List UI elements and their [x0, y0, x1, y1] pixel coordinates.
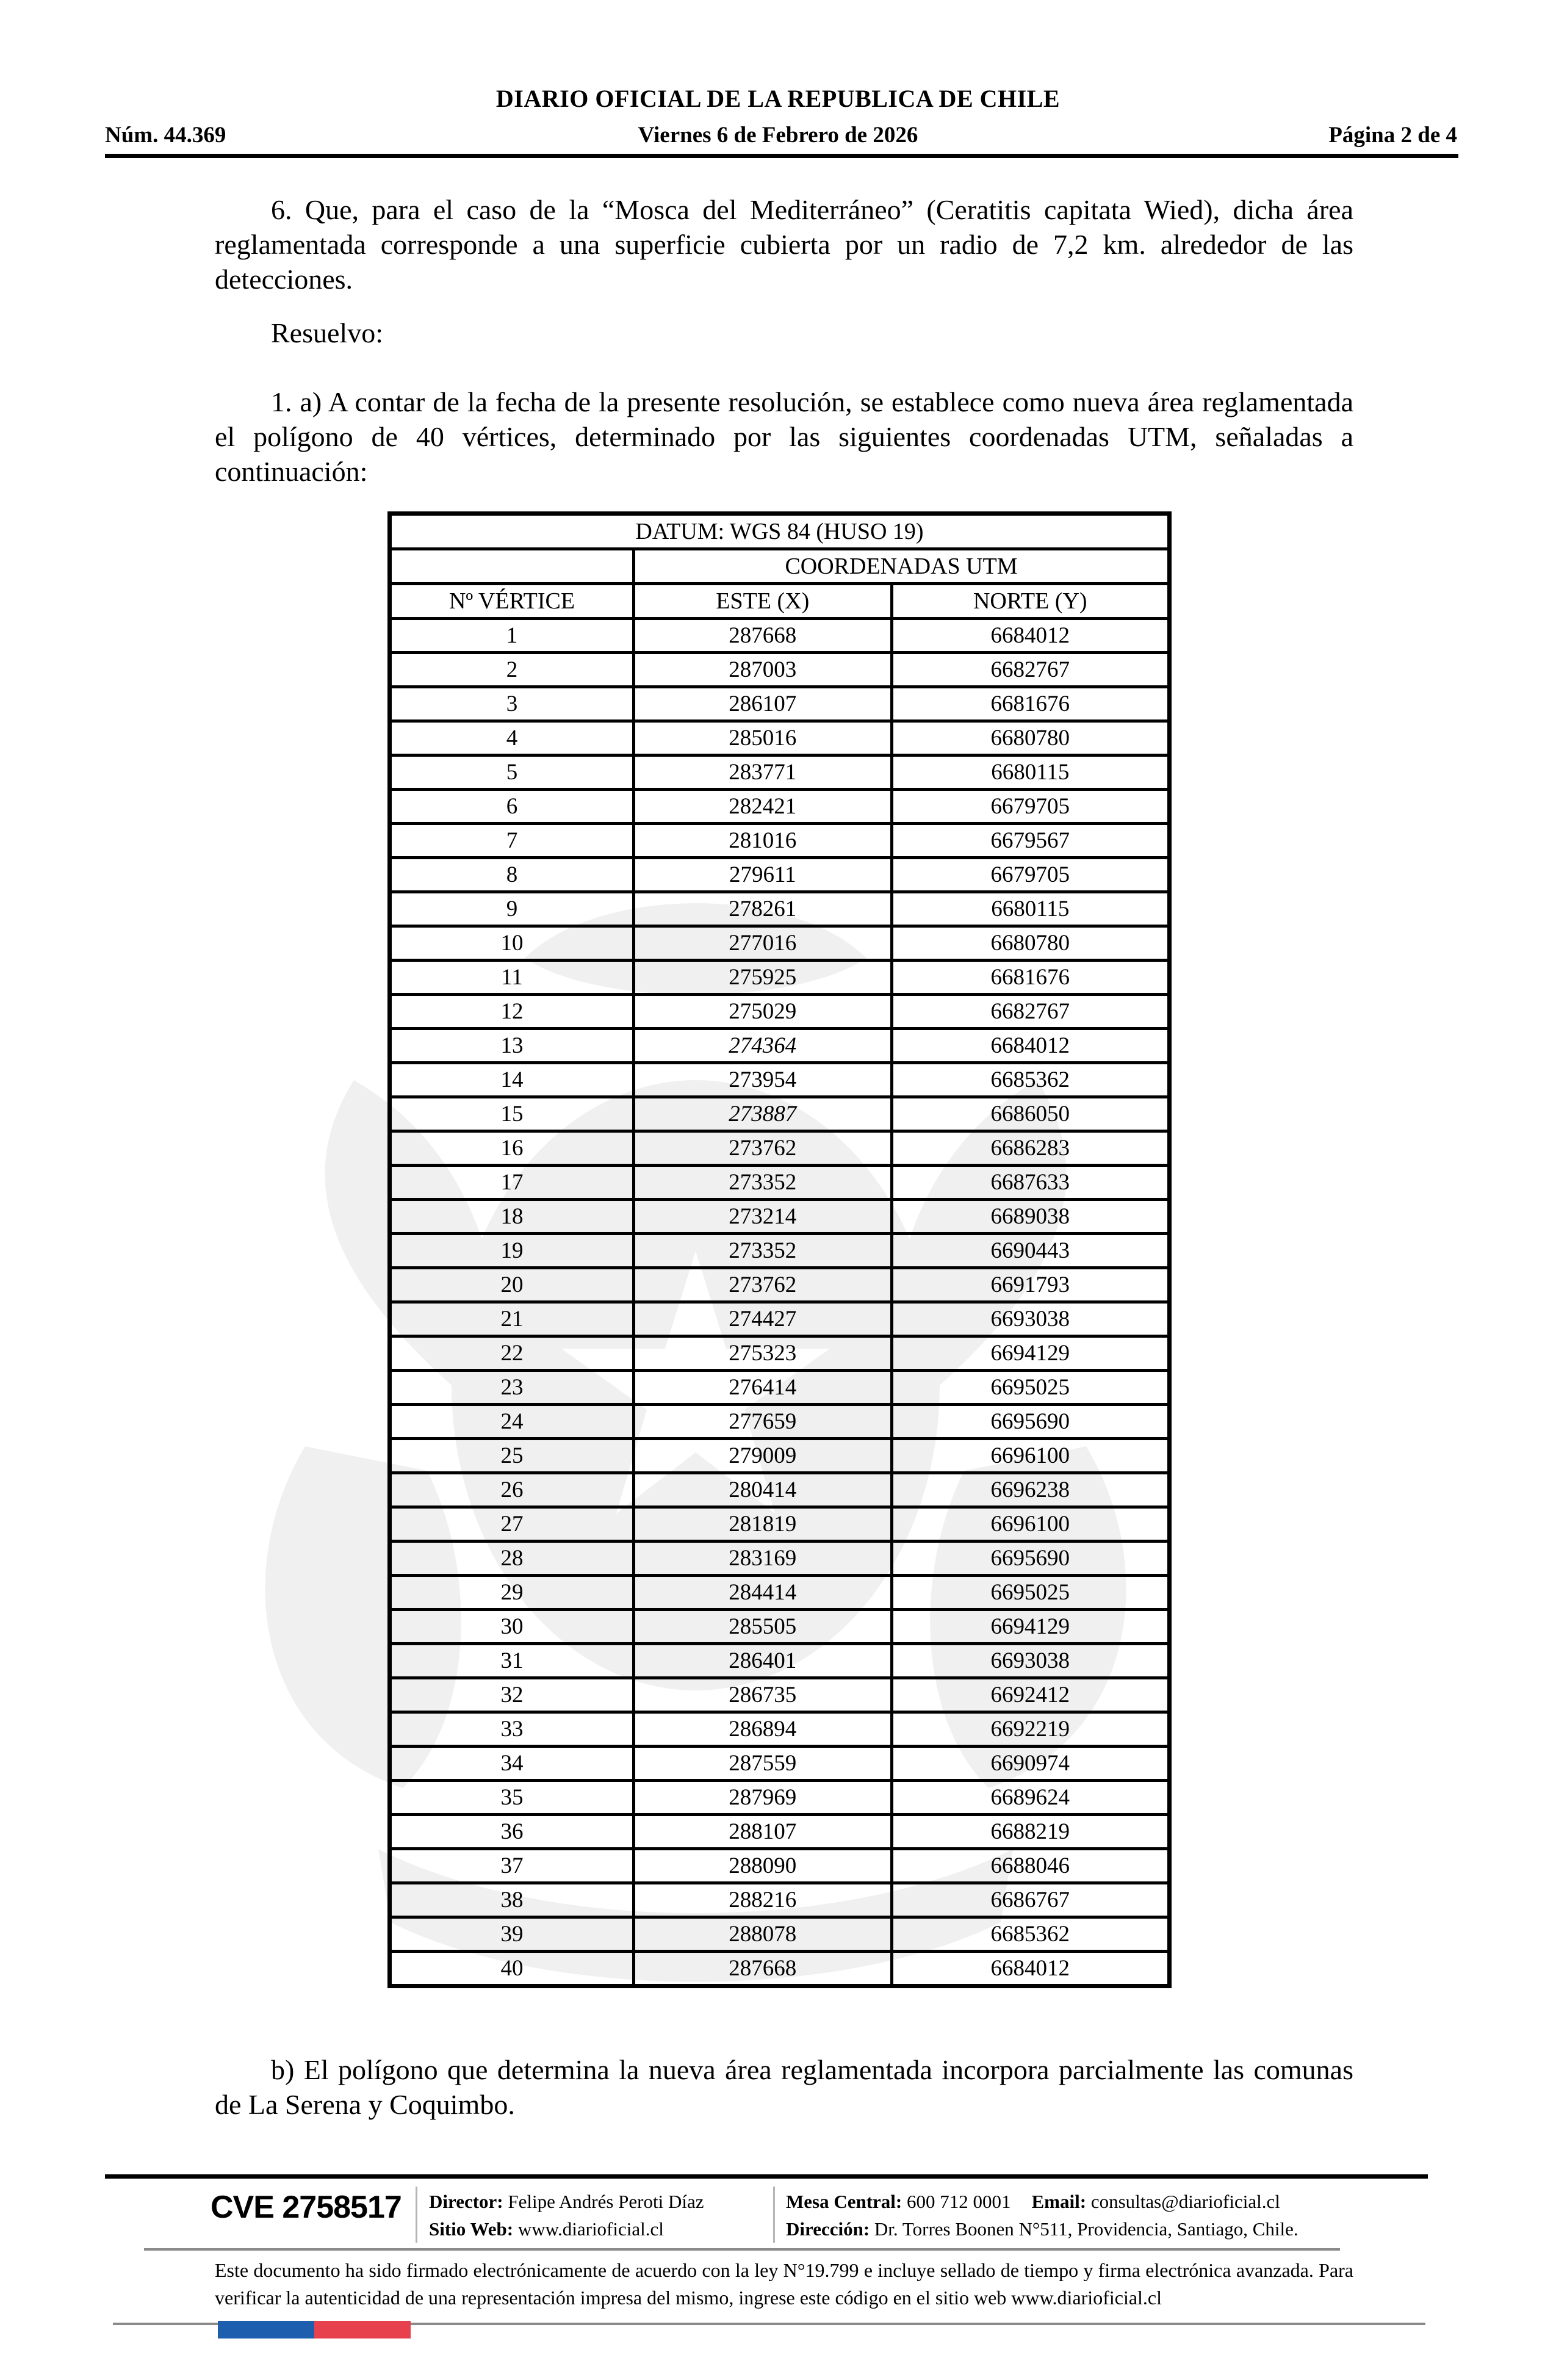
este-value-cell: 287668	[633, 619, 891, 653]
table-row	[390, 1063, 1170, 1097]
este-value-cell: 288107	[633, 1815, 891, 1849]
mesa-central-label: Mesa Central:	[786, 2191, 902, 2212]
este-value-cell: 284414	[633, 1576, 891, 1610]
norte-value-cell: 6684012	[891, 619, 1169, 653]
este-value-cell: 278261	[633, 892, 891, 926]
vertex-number-cell: 18	[390, 1200, 634, 1234]
mesa-central-value: 600 712 0001	[907, 2191, 1011, 2212]
vertex-number-cell: 31	[390, 1644, 634, 1678]
vertex-number-cell: 4	[390, 721, 634, 755]
este-value-cell: 281819	[633, 1507, 891, 1542]
norte-value-cell: 6686767	[891, 1883, 1169, 1917]
norte-value-cell: 6679705	[891, 858, 1169, 892]
norte-value-cell: 6692219	[891, 1712, 1169, 1747]
coordinates-table	[387, 511, 1172, 1988]
este-value-cell: 275925	[633, 961, 891, 995]
header-date: Viernes 6 de Febrero de 2026	[638, 123, 918, 148]
norte-value-cell: 6695025	[891, 1371, 1169, 1405]
table-row	[390, 1952, 1170, 1986]
este-value-cell: 277659	[633, 1405, 891, 1439]
vertex-number-cell: 17	[390, 1166, 634, 1200]
footer-top-rule	[105, 2174, 1428, 2179]
norte-value-cell: 6680115	[891, 755, 1169, 790]
cve-code: CVE 2758517	[211, 2190, 402, 2225]
este-value-cell: 282421	[633, 790, 891, 824]
este-value-cell: 279009	[633, 1439, 891, 1473]
norte-value-cell: 6687633	[891, 1166, 1169, 1200]
table-row	[390, 1849, 1170, 1883]
sitio-web-line	[429, 2215, 704, 2243]
flag-red-half	[314, 2321, 411, 2339]
este-value-cell: 287969	[633, 1781, 891, 1815]
table-row	[390, 619, 1170, 653]
column-header-norte: NORTE (Y)	[891, 584, 1169, 619]
vertex-number-cell: 36	[390, 1815, 634, 1849]
chile-flag-mark	[218, 2321, 411, 2339]
table-row	[390, 1747, 1170, 1781]
vertex-number-cell: 7	[390, 824, 634, 858]
vertex-number-cell: 38	[390, 1883, 634, 1917]
este-value-cell: 287559	[633, 1747, 891, 1781]
norte-value-cell: 6681676	[891, 961, 1169, 995]
table-row	[390, 1097, 1170, 1131]
vertex-number-cell: 32	[390, 1678, 634, 1712]
vertex-number-cell: 6	[390, 790, 634, 824]
vertex-number-cell: 34	[390, 1747, 634, 1781]
table-row	[390, 1576, 1170, 1610]
table-row	[390, 926, 1170, 961]
vertex-number-cell: 40	[390, 1952, 634, 1986]
este-value-cell: 288216	[633, 1883, 891, 1917]
table-row	[390, 892, 1170, 926]
table-row	[390, 824, 1170, 858]
table-row	[390, 790, 1170, 824]
este-value-cell: 286401	[633, 1644, 891, 1678]
footer-divider-2	[773, 2187, 775, 2243]
este-value-cell: 277016	[633, 926, 891, 961]
norte-value-cell: 6696238	[891, 1473, 1169, 1507]
norte-value-cell: 6682767	[891, 653, 1169, 687]
table-row	[390, 653, 1170, 687]
column-header-vertice: Nº VÉRTICE	[390, 584, 634, 619]
norte-value-cell: 6679567	[891, 824, 1169, 858]
sitio-web-value[interactable]: www.diarioficial.cl	[517, 2218, 664, 2240]
norte-value-cell: 6689038	[891, 1200, 1169, 1234]
table-row	[390, 1268, 1170, 1302]
este-value-cell: 273887	[633, 1097, 891, 1131]
vertex-number-cell: 14	[390, 1063, 634, 1097]
norte-value-cell: 6679705	[891, 790, 1169, 824]
table-row	[390, 1131, 1170, 1166]
datum-cell: DATUM: WGS 84 (HUSO 19)	[390, 514, 1170, 549]
norte-value-cell: 6682767	[891, 995, 1169, 1029]
masthead-title: DIARIO OFICIAL DE LA REPUBLICA DE CHILE	[495, 85, 1061, 112]
vertex-number-cell: 28	[390, 1542, 634, 1576]
vertex-number-cell: 33	[390, 1712, 634, 1747]
paragraph-considerando-6: 6. Que, para el caso de la “Mosca del Mediterráneo” (Ceratitis capitata Wied), dicha área reglamentada corresponde a una superficie cubierta por un radio de 7,2 km. alrededor de las detecciones.	[215, 194, 1353, 295]
norte-value-cell: 6686283	[891, 1131, 1169, 1166]
table-row	[390, 1644, 1170, 1678]
norte-value-cell: 6690443	[891, 1234, 1169, 1268]
vertex-number-cell: 8	[390, 858, 634, 892]
este-value-cell: 286107	[633, 687, 891, 721]
norte-value-cell: 6695690	[891, 1542, 1169, 1576]
footer-contact-column	[786, 2188, 1298, 2243]
table-row	[390, 1610, 1170, 1644]
table-row	[390, 1542, 1170, 1576]
este-value-cell: 287003	[633, 653, 891, 687]
table-row	[390, 1883, 1170, 1917]
page-number: Página 2 de 4	[1328, 123, 1457, 148]
vertex-number-cell: 3	[390, 687, 634, 721]
norte-value-cell: 6680115	[891, 892, 1169, 926]
vertex-number-cell: 39	[390, 1917, 634, 1952]
este-value-cell: 274427	[633, 1302, 891, 1336]
este-value-cell: 276414	[633, 1371, 891, 1405]
este-value-cell: 275323	[633, 1336, 891, 1371]
este-value-cell: 286735	[633, 1678, 891, 1712]
vertex-number-cell: 21	[390, 1302, 634, 1336]
table-row	[390, 687, 1170, 721]
este-value-cell: 273762	[633, 1268, 891, 1302]
vertex-number-cell: 29	[390, 1576, 634, 1610]
table-row	[390, 1917, 1170, 1952]
table-row	[390, 1439, 1170, 1473]
coordinates-header-row	[390, 549, 1170, 584]
este-value-cell: 279611	[633, 858, 891, 892]
vertex-number-cell: 15	[390, 1097, 634, 1131]
este-value-cell: 281016	[633, 824, 891, 858]
coordinates-table-body	[390, 619, 1170, 1986]
norte-value-cell: 6686050	[891, 1097, 1169, 1131]
este-value-cell: 273954	[633, 1063, 891, 1097]
norte-value-cell: 6695690	[891, 1405, 1169, 1439]
table-row	[390, 1371, 1170, 1405]
footer-director-column	[429, 2188, 704, 2243]
table-row	[390, 1712, 1170, 1747]
norte-value-cell: 6684012	[891, 1952, 1169, 1986]
vertex-number-cell: 24	[390, 1405, 634, 1439]
table-row	[390, 1029, 1170, 1063]
norte-value-cell: 6685362	[891, 1063, 1169, 1097]
vertex-number-cell: 16	[390, 1131, 634, 1166]
norte-value-cell: 6696100	[891, 1507, 1169, 1542]
document-body	[215, 192, 1353, 2122]
paragraph-resolucion-b: b) El polígono que determina la nueva área reglamentada incorpora parcialmente las comunas de La Serena y Coquimbo.	[215, 2054, 1353, 2120]
footer-middle-rule	[144, 2248, 1340, 2251]
table-row	[390, 1507, 1170, 1542]
paragraph-resolucion-1a: 1. a) A contar de la fecha de la presente resolución, se establece como nueva área reglamentada el polígono de 40 vértices, determinado por las siguientes coordenadas UTM, señaladas a continuación:	[215, 386, 1353, 487]
header-rule	[105, 154, 1458, 158]
datum-row	[390, 514, 1170, 549]
norte-value-cell: 6688219	[891, 1815, 1169, 1849]
direccion-label: Dirección:	[786, 2218, 870, 2240]
vertex-number-cell: 9	[390, 892, 634, 926]
vertex-number-cell: 11	[390, 961, 634, 995]
vertex-number-cell: 35	[390, 1781, 634, 1815]
este-value-cell: 285016	[633, 721, 891, 755]
table-row	[390, 961, 1170, 995]
table-row	[390, 1166, 1170, 1200]
vertex-number-cell: 1	[390, 619, 634, 653]
este-value-cell: 287668	[633, 1952, 891, 1986]
table-row	[390, 1200, 1170, 1234]
este-value-cell: 273762	[633, 1131, 891, 1166]
norte-value-cell: 6694129	[891, 1610, 1169, 1644]
coordinates-utm-cell: COORDENADAS UTM	[633, 549, 1169, 584]
este-value-cell: 286894	[633, 1712, 891, 1747]
column-header-row	[390, 584, 1170, 619]
table-row	[390, 721, 1170, 755]
table-row	[390, 1336, 1170, 1371]
norte-value-cell: 6694129	[891, 1336, 1169, 1371]
este-value-cell: 288090	[633, 1849, 891, 1883]
vertex-number-cell: 23	[390, 1371, 634, 1405]
norte-value-cell: 6696100	[891, 1439, 1169, 1473]
vertex-number-cell: 13	[390, 1029, 634, 1063]
vertex-number-cell: 20	[390, 1268, 634, 1302]
email-label: Email:	[1031, 2191, 1087, 2212]
vertex-number-cell: 25	[390, 1439, 634, 1473]
table-row	[390, 1473, 1170, 1507]
director-value: Felipe Andrés Peroti Díaz	[508, 2191, 704, 2212]
norte-value-cell: 6688046	[891, 1849, 1169, 1883]
este-value-cell: 288078	[633, 1917, 891, 1952]
email-value[interactable]: consultas@diarioficial.cl	[1090, 2191, 1280, 2212]
vertex-number-cell: 5	[390, 755, 634, 790]
norte-value-cell: 6691793	[891, 1268, 1169, 1302]
table-row	[390, 995, 1170, 1029]
vertex-number-cell: 30	[390, 1610, 634, 1644]
issue-number: Núm. 44.369	[105, 123, 226, 148]
este-value-cell: 275029	[633, 995, 891, 1029]
director-line	[429, 2188, 704, 2215]
este-value-cell: 274364	[633, 1029, 891, 1063]
este-value-cell: 283169	[633, 1542, 891, 1576]
norte-value-cell: 6693038	[891, 1302, 1169, 1336]
vertex-number-cell: 19	[390, 1234, 634, 1268]
direccion-value: Dr. Torres Boonen N°511, Providencia, Santiago, Chile.	[874, 2218, 1298, 2240]
direccion-line	[786, 2215, 1298, 2243]
norte-value-cell: 6680780	[891, 721, 1169, 755]
norte-value-cell: 6681676	[891, 687, 1169, 721]
norte-value-cell: 6692412	[891, 1678, 1169, 1712]
resuelvo-heading: Resuelvo:	[271, 317, 383, 348]
empty-cell	[390, 549, 634, 584]
vertex-number-cell: 22	[390, 1336, 634, 1371]
table-row	[390, 1405, 1170, 1439]
vertex-number-cell: 10	[390, 926, 634, 961]
table-row	[390, 1302, 1170, 1336]
este-value-cell: 273352	[633, 1234, 891, 1268]
column-header-este: ESTE (X)	[633, 584, 891, 619]
table-row	[390, 1815, 1170, 1849]
este-value-cell: 273214	[633, 1200, 891, 1234]
table-row	[390, 755, 1170, 790]
director-label: Director:	[429, 2191, 503, 2212]
este-value-cell: 280414	[633, 1473, 891, 1507]
sitio-web-label: Sitio Web:	[429, 2218, 514, 2240]
mesa-central-line	[786, 2188, 1298, 2215]
este-value-cell: 273352	[633, 1166, 891, 1200]
vertex-number-cell: 2	[390, 653, 634, 687]
norte-value-cell: 6695025	[891, 1576, 1169, 1610]
norte-value-cell: 6685362	[891, 1917, 1169, 1952]
vertex-number-cell: 37	[390, 1849, 634, 1883]
footer-divider-1	[416, 2187, 417, 2243]
vertex-number-cell: 26	[390, 1473, 634, 1507]
este-value-cell: 283771	[633, 755, 891, 790]
norte-value-cell: 6689624	[891, 1781, 1169, 1815]
norte-value-cell: 6690974	[891, 1747, 1169, 1781]
norte-value-cell: 6684012	[891, 1029, 1169, 1063]
table-row	[390, 1234, 1170, 1268]
legal-notice: Este documento ha sido firmado electrónicamente de acuerdo con la ley N°19.799 e incluye sellado de tiempo y firma electrónica avanzada. Para verificar la autenticidad de una representación impresa del mismo, ingrese este código en el sitio web www.diarioficial.cl	[215, 2259, 1353, 2309]
este-value-cell: 285505	[633, 1610, 891, 1644]
table-row	[390, 858, 1170, 892]
vertex-number-cell: 12	[390, 995, 634, 1029]
table-row	[390, 1781, 1170, 1815]
table-row	[390, 1678, 1170, 1712]
norte-value-cell: 6693038	[891, 1644, 1169, 1678]
norte-value-cell: 6680780	[891, 926, 1169, 961]
vertex-number-cell: 27	[390, 1507, 634, 1542]
flag-blue-half	[218, 2321, 314, 2339]
